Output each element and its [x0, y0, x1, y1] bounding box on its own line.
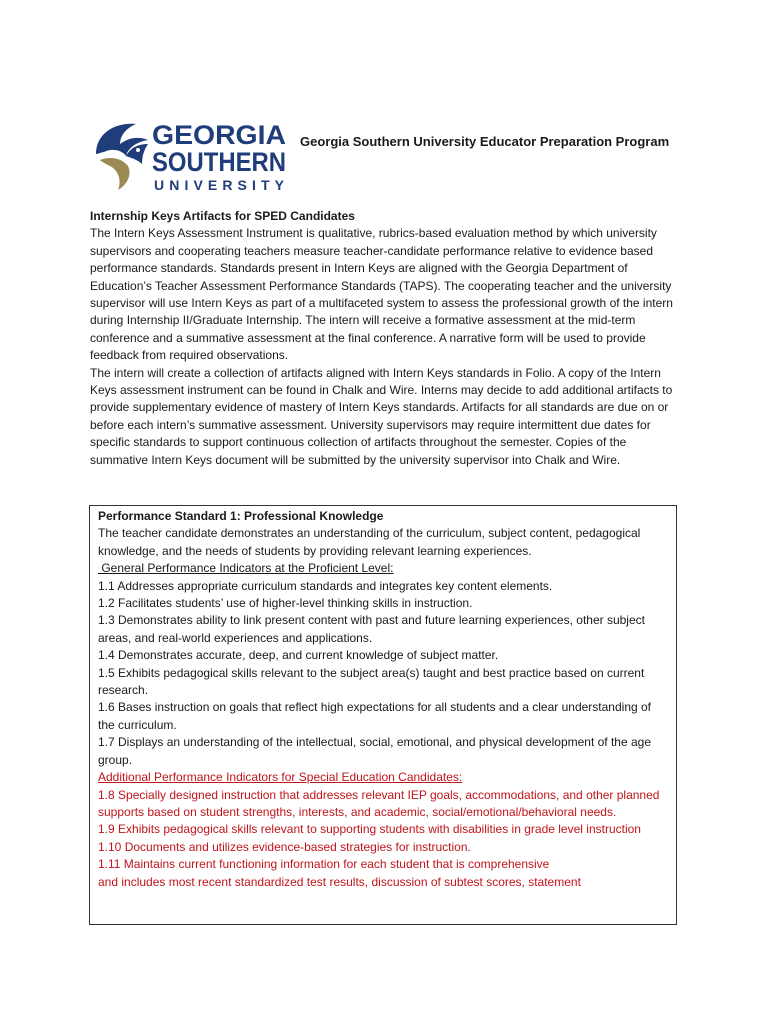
list-item: 1.7 Displays an understanding of the intellectual, social, emotional, and physical development of the age group.: [98, 735, 652, 767]
general-indicators-heading: General Performance Indicators at the Proficient Level:: [98, 561, 394, 576]
additional-indicators-list: [98, 787, 668, 891]
list-item: 1.8 Specially designed instruction that addresses relevant IEP goals, accommodations, and other planned supports based on student strengths, interests, and academic, social/emotional/behavioral needs.: [98, 787, 660, 819]
document-header: [92, 114, 692, 196]
header-title: Georgia Southern University Educator Preparation Program: [300, 134, 670, 149]
performance-standard-box: [89, 505, 677, 925]
list-item: 1.6 Bases instruction on goals that reflect high expectations for all students and a clear understanding of the curriculum.: [98, 700, 652, 732]
logo-line-3: UNIVERSITY: [154, 177, 284, 193]
standard-heading: Performance Standard 1: Professional Knowledge: [98, 509, 384, 523]
list-item: 1.10 Documents and utilizes evidence-based strategies for instruction.: [98, 839, 471, 854]
list-item: 1.4 Demonstrates accurate, deep, and current knowledge of subject matter.: [98, 648, 499, 663]
intro-section: [90, 208, 686, 469]
list-item: 1.3 Demonstrates ability to link present content with past and future learning experiences, other subject areas, and real-world experiences and applications.: [98, 613, 645, 645]
intro-paragraph-1: The Intern Keys Assessment Instrument is qualitative, rubrics-based evaluation method by which university supervisors and cooperating teachers measure teacher-candidate performance relative to evidence based performance standards. Standards present in Intern Keys are aligned with the Georgia Department of Education’s Teacher Assessment Performance Standards (TAPS). The cooperating teacher and the university supervisor will use Intern Keys as part of a multifaceted system to assess the professional growth of the intern during Internship II/Graduate Internship. The intern will receive a formative assessment at the mid-term conference and a summative assessment at the final conference. A narrative form will be used to provide feedback from required observations.: [90, 226, 673, 363]
list-item-continuation: and includes most recent standardized test results, discussion of subtest scores, statement: [98, 874, 581, 889]
logo-line-1: GEORGIA: [152, 120, 286, 150]
list-item: 1.9 Exhibits pedagogical skills relevant to supporting students with disabilities in grade level instruction: [98, 822, 641, 837]
list-item: 1.11 Maintains current functioning information for each student that is comprehensive: [98, 857, 550, 872]
additional-indicators-heading: Additional Performance Indicators for Special Education Candidates:: [98, 770, 463, 785]
logo-line-2: SOUTHERN: [152, 147, 286, 177]
georgia-southern-logo: [92, 114, 288, 196]
list-item: 1.5 Exhibits pedagogical skills relevant to the subject area(s) taught and best practice based on current research.: [98, 665, 645, 698]
intro-paragraph-2: The intern will create a collection of artifacts aligned with Intern Keys standards in Folio. A copy of the Intern Keys assessment instrument can be found in Chalk and Wire. Interns may decide to add additional artifacts to provide supplementary evidence of mastery of Intern Keys standards. Artifacts for all standards are due on or before each intern’s summative assessment. University supervisors may require intermittent due dates for specific standards to support continuous collection of artifacts throughout the semester. Copies of the summative Intern Keys document will be submitted by the university supervisor into Chalk and Wire.: [90, 365, 673, 467]
intro-heading: Internship Keys Artifacts for SPED Candidates: [90, 209, 355, 223]
list-item: 1.2 Facilitates students’ use of higher-level thinking skills in instruction.: [98, 596, 473, 611]
standard-description: The teacher candidate demonstrates an understanding of the curriculum, subject content, pedagogical knowledge, and the needs of students by providing relevant learning experiences.: [98, 526, 641, 558]
list-item: 1.1 Addresses appropriate curriculum standards and integrates key content elements.: [98, 578, 553, 593]
general-indicators-list: [98, 578, 668, 769]
